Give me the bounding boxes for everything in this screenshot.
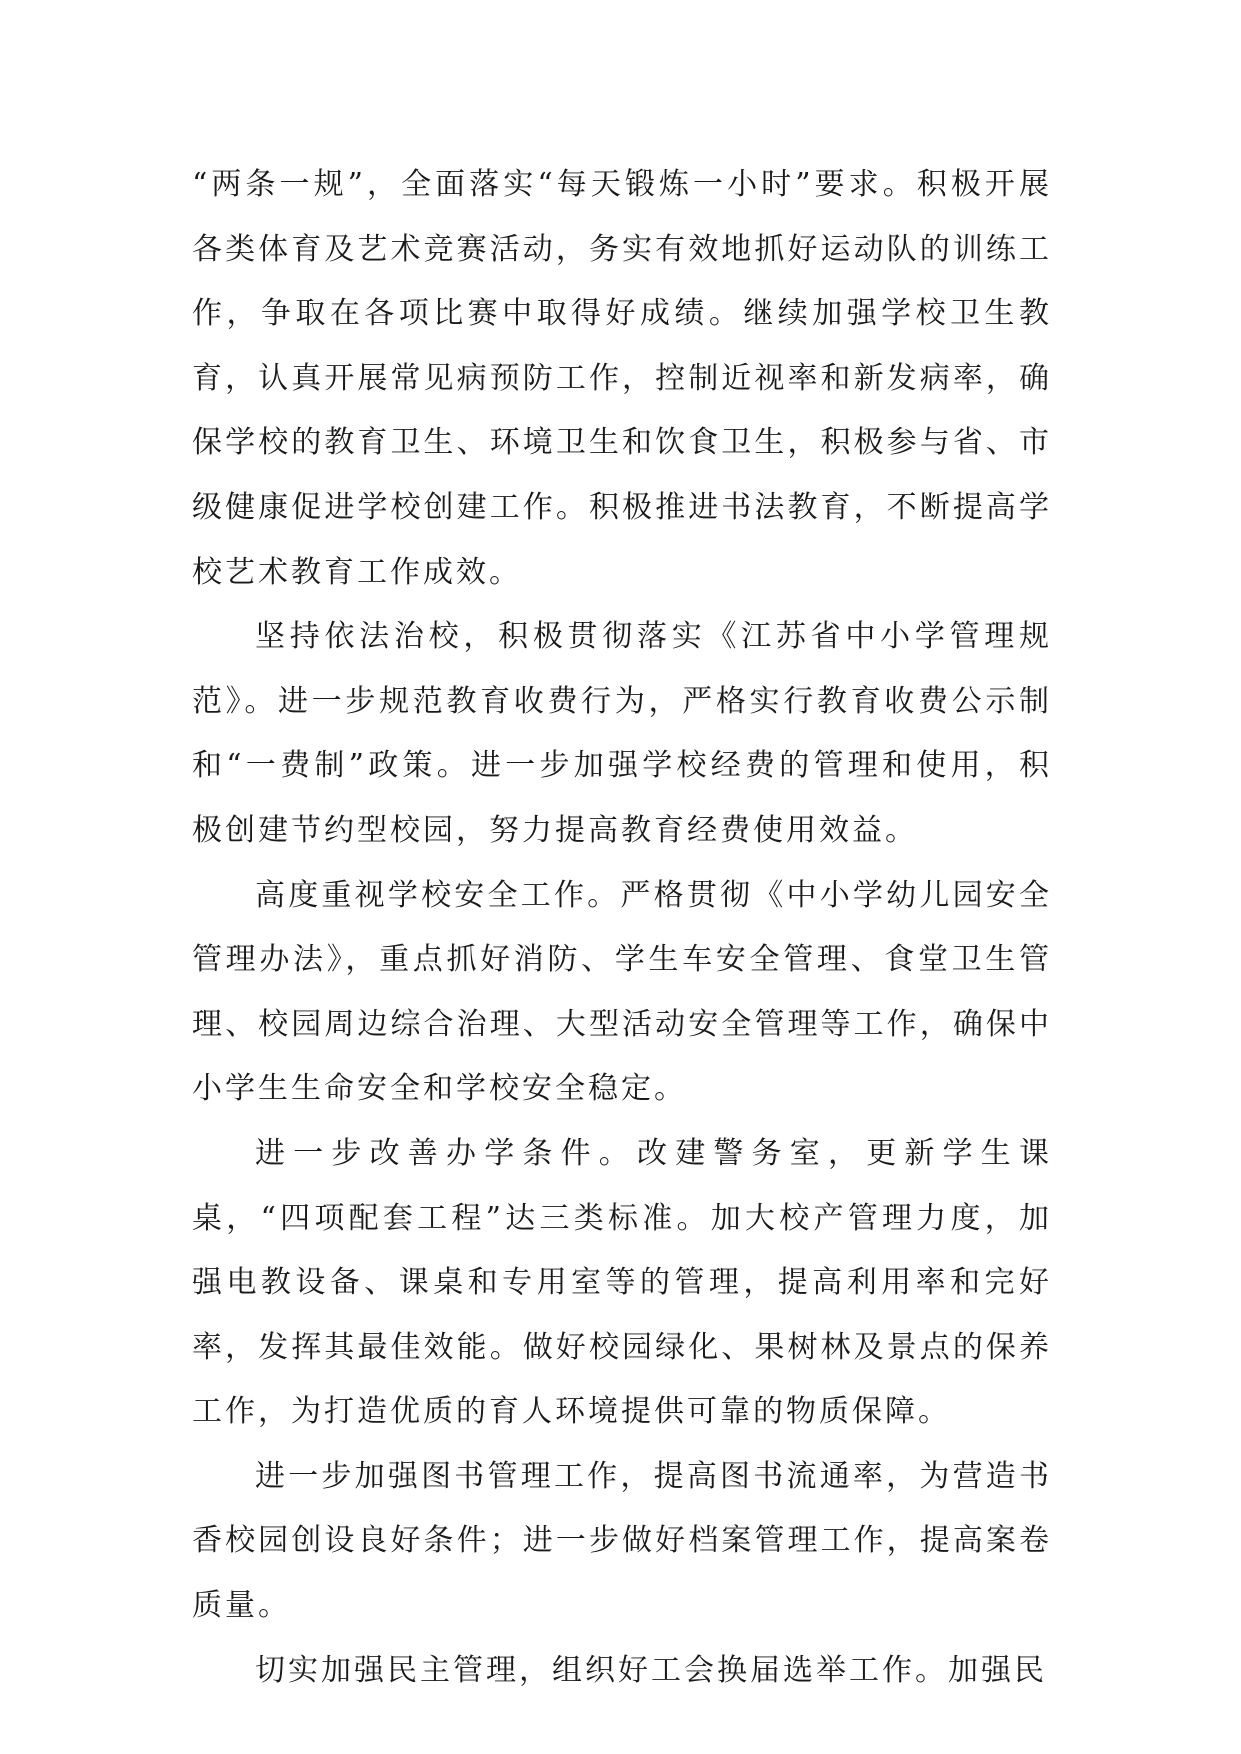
- paragraph-library-archives: 进一步加强图书管理工作，提高图书流通率，为营造书香校园创设良好条件；进一步做好档案管理工作，提高案卷质量。: [192, 1458, 1052, 1624]
- document-body: [192, 153, 1052, 1703]
- paragraph-school-conditions: 进一步改善办学条件。改建警务室，更新学生课桌，“四项配套工程”达三类标准。加大校产管理力度，加强电教设备、课桌和专用室等的管理，提高利用率和完好率，发挥其最佳效能。做好校园绿化、果树林及景点的保养工作，为打造优质的育人环境提供可靠的物质保障。: [192, 1135, 1052, 1430]
- paragraph-democratic-management: 切实加强民主管理，组织好工会换届选举工作。加强民: [255, 1652, 1047, 1688]
- paragraph-school-safety: 高度重视学校安全工作。严格贯彻《中小学幼儿园安全管理办法》，重点抓好消防、学生车安全管理、食堂卫生管理、校园周边综合治理、大型活动安全管理等工作，确保中小学生生命安全和学校安全稳定。: [192, 877, 1052, 1107]
- paragraph-sports-health: “两条一规”，全面落实“每天锻炼一小时”要求。积极开展各类体育及艺术竞赛活动，务实有效地抓好运动队的训练工作，争取在各项比赛中取得好成绩。继续加强学校卫生教育，认真开展常见病预防工作，控制近视率和新发病率，确保学校的教育卫生、环境卫生和饮食卫生，积极参与省、市级健康促进学校创建工作。积极推进书法教育，不断提高学校艺术教育工作成效。: [192, 167, 1052, 590]
- paragraph-law-governance: 坚持依法治校，积极贯彻落实《江苏省中小学管理规范》。进一步规范教育收费行为，严格实行教育收费公示制和“一费制”政策。进一步加强学校经费的管理和使用，积极创建节约型校园，努力提高教育经费使用效益。: [192, 619, 1052, 848]
